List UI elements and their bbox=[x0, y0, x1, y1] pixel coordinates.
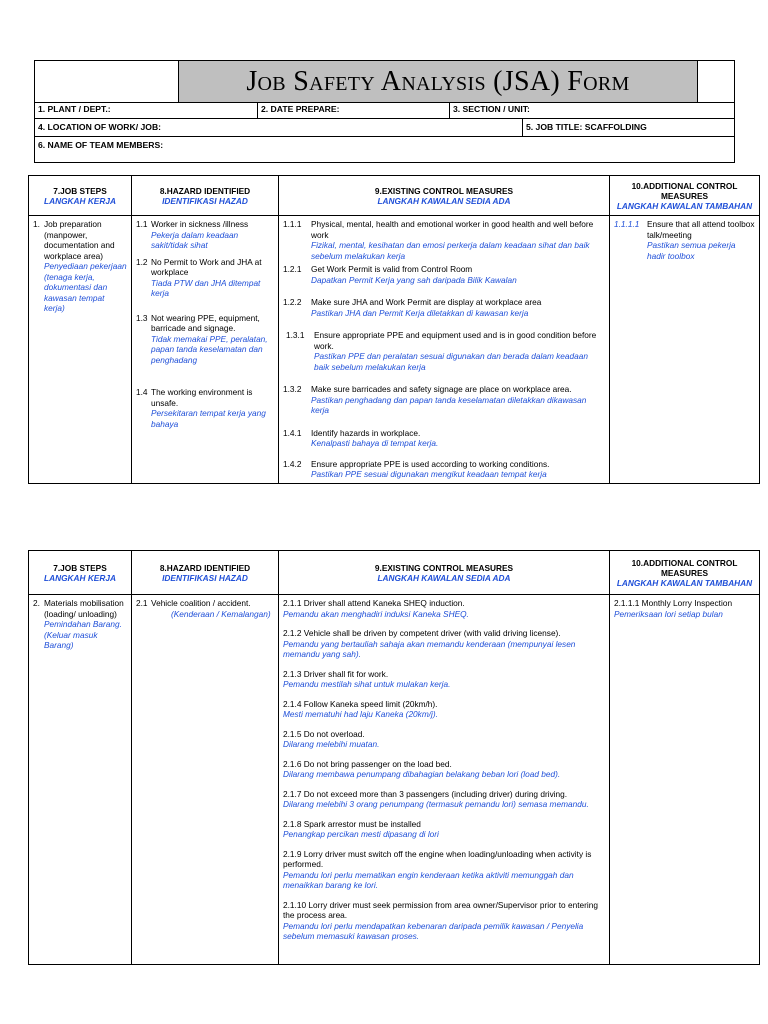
location-field[interactable]: 4. LOCATION OF WORK/ JOB: bbox=[38, 122, 162, 132]
col-header-job-steps: 7.JOB STEPS LANGKAH KERJA bbox=[29, 551, 132, 595]
col-header-additional: 10.ADDITIONAL CONTROL MEASURES LANGKAH KAWALAN TAMBAHAN bbox=[610, 551, 760, 595]
table-row bbox=[29, 595, 760, 965]
section-unit-field[interactable]: 3. SECTION / UNIT: bbox=[449, 103, 736, 119]
hazard-cell: 1.1 Worker in sickness /illness Pekerja dalam keadaan sakit/tidak sihat 1.2 No Permit to Work and JHA at workplace Tiada PTW dan JHA ditempat kerja 1.3 Not wearing PPE, equipment, barricade and signage. Tidak memakai PPE, peralatan, papan tanda keselamatan dan penghadang 1.4 The working environment is unsafe. Persekitaran tempat kerja yang bahaya bbox=[132, 216, 279, 484]
col-header-control: 9.EXISTING CONTROL MEASURES LANGKAH KAWALAN SEDIA ADA bbox=[279, 551, 610, 595]
header-row-1 bbox=[35, 102, 734, 119]
job-title-field[interactable]: 5. JOB TITLE: SCAFFOLDING bbox=[522, 119, 736, 137]
col-header-additional: 10.ADDITIONAL CONTROL MEASURES LANGKAH KAWALAN TAMBAHAN bbox=[610, 176, 760, 216]
table-header-row bbox=[29, 176, 760, 216]
col-header-job-steps: 7.JOB STEPS LANGKAH KERJA bbox=[29, 176, 132, 216]
table-row bbox=[29, 216, 760, 484]
hazard-cell: 2.1 Vehicle coalition / accident. (Kenderaan / Kemalangan) bbox=[132, 595, 279, 965]
col-header-control: 9.EXISTING CONTROL MEASURES LANGKAH KAWALAN SEDIA ADA bbox=[279, 176, 610, 216]
col-header-hazard: 8.HAZARD IDENTIFIED IDENTIFIKASI HAZAD bbox=[132, 176, 279, 216]
form-title: Job Safety Analysis (JSA) Form bbox=[178, 61, 698, 102]
form-header bbox=[34, 60, 735, 163]
job-step-cell: 2. Materials mobilisation (loading/ unloading) Pemindahan Barang. (Keluar masuk Barang) bbox=[29, 595, 132, 965]
job-step-cell: 1. Job preparation (manpower, documentation and workplace area) Penyediaan pekerjaan (tenaga kerja, dokumentasi dan kawasan tempat kerja) bbox=[29, 216, 132, 484]
date-prepare-field[interactable]: 2. DATE PREPARE: bbox=[257, 103, 449, 119]
col-header-hazard: 8.HAZARD IDENTIFIED IDENTIFIKASI HAZAD bbox=[132, 551, 279, 595]
plant-dept-field[interactable]: 1. PLANT / DEPT.: bbox=[38, 104, 111, 114]
jsa-table-2 bbox=[28, 550, 760, 965]
team-members-field[interactable]: 6. NAME OF TEAM MEMBERS: bbox=[38, 140, 164, 150]
header-row-3 bbox=[35, 136, 734, 164]
table-header-row bbox=[29, 551, 760, 595]
control-measures-cell: 2.1.1 Driver shall attend Kaneka SHEQ induction. Pemandu akan menghadiri induksi Kaneka SHEQ. 2.1.2 Vehicle shall be driven by competent driver (with valid driving license). Pemandu yang bertauliah sahaja akan memandu kenderaan (mempunyai lesen memandu yang sah). 2.1.3 Driver shall fit for work. Pemandu mestilah sihat untuk mulakan kerja. 2.1.4 Follow Kaneka speed limit (20km/h). Mesti mematuhi had laju Kaneka (20km/j). 2.1.5 Do not overload. Dilarang melebihi muatan. 2.1.6 Do not bring passenger on the load bed. Dilarang membawa penumpang dibahagian belakang beban lori (load bed). 2.1.7 Do not exceed more than 3 passengers (including driver) during driving. Dilarang melebihi 3 orang penumpang (termasuk pemandu lori) semasa memandu. 2.1.8 Spark arrestor must be installed Penangkap percikan mesti dipasang di lori 2.1.9 Lorry driver must switch off the engine when loading/unloading when activity is performed. Pemandu lori perlu mematikan engin kenderaan ketika aktiviti memunggah dan menaikkan barang ke lori. 2.1.10 Lorry driver must seek permission from area owner/Supervisor prior to entering the process area. Pemandu lori perlu mendapatkan kebenaran daripada pemilik kawasan / Penyelia sebelum memasuki kawasan proses. bbox=[279, 595, 610, 965]
additional-measures-cell: 1.1.1.1 Ensure that all attend toolbox talk/meeting Pastikan semua pekerja hadir toolbox bbox=[610, 216, 760, 484]
jsa-table-1 bbox=[28, 175, 760, 484]
header-row-2 bbox=[35, 118, 734, 137]
additional-measures-cell: 2.1.1.1 Monthly Lorry Inspection Pemeriksaan lori setiap bulan bbox=[610, 595, 760, 965]
control-measures-cell: 1.1.1 Physical, mental, health and emotional worker in good health and well before work Fizikal, mental, kesihatan dan emosi perkerja dalam keadaan sihat dan baik sebelum melakukan kerja 1.2.1 Get Work Permit is valid from Control Room Dapatkan Permit Kerja yang sah daripada Bilik Kawalan 1.2.2 Make sure JHA and Work Permit are display at workplace area Pastikan JHA dan Permit Kerja diletakkan di kawasan kerja 1.3.1 Ensure appropriate PPE and equipment used and is in good condition before work. Pastikan PPE dan peralatan sesuai digunakan dan berada dalam keadaan baik sebelum melakukan kerja 1.3.2 Make sure barricades and safety signage are place on workplace area. Pastikan penghadang dan papan tanda keselamatan diletakkan dikawasan kerja 1.4.1 Identify hazards in workplace. Kenalpasti bahaya di tempat kerja. 1.4.2 Ensure appropriate PPE is used according to working conditions. Pastikan PPE sesuai digunakan mengikut keadaan tempat kerja bbox=[279, 216, 610, 484]
